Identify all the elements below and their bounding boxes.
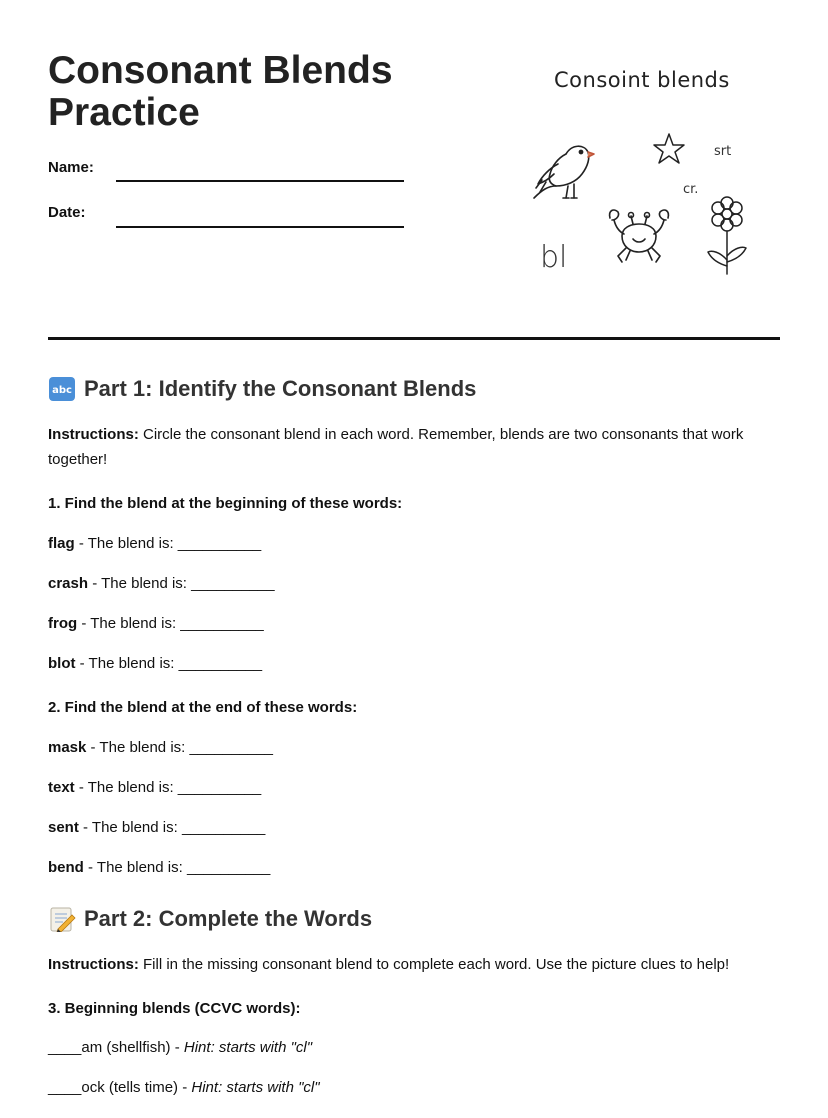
q1-item bbox=[48, 535, 261, 552]
q1-blank: - The blend is: __________ bbox=[75, 655, 263, 672]
page-title bbox=[48, 50, 468, 134]
q2-blank: - The blend is: __________ bbox=[74, 779, 262, 796]
label-srt: srt bbox=[714, 144, 732, 159]
name-label: Name: bbox=[48, 159, 94, 176]
memo-icon bbox=[48, 906, 76, 932]
illustration-title: Consoint blends bbox=[554, 68, 730, 92]
q1-blank: - The blend is: __________ bbox=[88, 575, 275, 592]
q2-heading: 2. Find the blend at the end of these words: bbox=[48, 699, 358, 716]
abc-icon bbox=[48, 376, 76, 402]
q2-item bbox=[48, 819, 265, 836]
part2-instructions-label: Instructions: bbox=[48, 956, 139, 973]
q1-blank: - The blend is: __________ bbox=[74, 535, 262, 552]
q2-word: bend bbox=[48, 859, 84, 876]
section-divider bbox=[48, 337, 780, 340]
part1-instructions bbox=[48, 422, 780, 472]
q2-blank: - The blend is: __________ bbox=[78, 819, 266, 836]
q3-text: ____ock (tells time) - bbox=[48, 1079, 192, 1096]
part2-heading-text: Part 2: Complete the Words bbox=[84, 906, 373, 931]
flower-icon bbox=[702, 194, 752, 276]
crab-icon bbox=[604, 206, 674, 268]
star-icon bbox=[652, 132, 686, 166]
q3-item bbox=[48, 1039, 312, 1056]
title-line-1: Consonant Blends bbox=[48, 49, 393, 92]
q1-item bbox=[48, 575, 275, 592]
part1-heading-text: Part 1: Identify the Consonant Blends bbox=[84, 376, 477, 401]
name-field[interactable] bbox=[116, 180, 404, 182]
q2-item bbox=[48, 779, 261, 796]
part1-instructions-label: Instructions: bbox=[48, 426, 139, 443]
q1-word: flag bbox=[48, 535, 75, 552]
illustration bbox=[520, 62, 780, 282]
date-field[interactable] bbox=[116, 226, 404, 228]
q1-blank: - The blend is: __________ bbox=[77, 615, 264, 632]
svg-text:abc: abc bbox=[52, 385, 72, 396]
q1-word: blot bbox=[48, 655, 76, 672]
q2-item bbox=[48, 739, 273, 756]
title-line-2: Practice bbox=[48, 91, 200, 134]
q2-word: sent bbox=[48, 819, 79, 836]
q1-item bbox=[48, 615, 264, 632]
q2-word: mask bbox=[48, 739, 87, 756]
q3-hint: Hint: starts with "cl" bbox=[191, 1079, 320, 1096]
part1-instructions-text: Circle the consonant blend in each word. Remember, blends are two consonants that work together! bbox=[48, 426, 744, 468]
q3-item bbox=[48, 1079, 320, 1096]
q3-text: ____am (shellfish) - bbox=[48, 1039, 184, 1056]
q1-heading: 1. Find the blend at the beginning of these words: bbox=[48, 495, 403, 512]
date-label: Date: bbox=[48, 204, 86, 221]
part2-instructions bbox=[48, 952, 780, 977]
q2-word: text bbox=[48, 779, 75, 796]
q3-heading: 3. Beginning blends (CCVC words): bbox=[48, 1000, 301, 1017]
part2-instructions-text: Fill in the missing consonant blend to complete each word. Use the picture clues to help! bbox=[138, 956, 730, 973]
q1-item bbox=[48, 655, 262, 672]
label-bl: bl bbox=[540, 240, 568, 275]
bird-icon bbox=[528, 140, 600, 204]
q1-word: crash bbox=[48, 575, 89, 592]
q1-word: frog bbox=[48, 615, 78, 632]
q2-blank: - The blend is: __________ bbox=[83, 859, 271, 876]
q3-hint: Hint: starts with "cl" bbox=[183, 1039, 313, 1056]
part1-heading bbox=[48, 376, 476, 402]
q2-item bbox=[48, 859, 270, 876]
part2-heading bbox=[48, 906, 372, 932]
q2-blank: - The blend is: __________ bbox=[86, 739, 273, 756]
label-cr: cr. bbox=[683, 182, 699, 197]
